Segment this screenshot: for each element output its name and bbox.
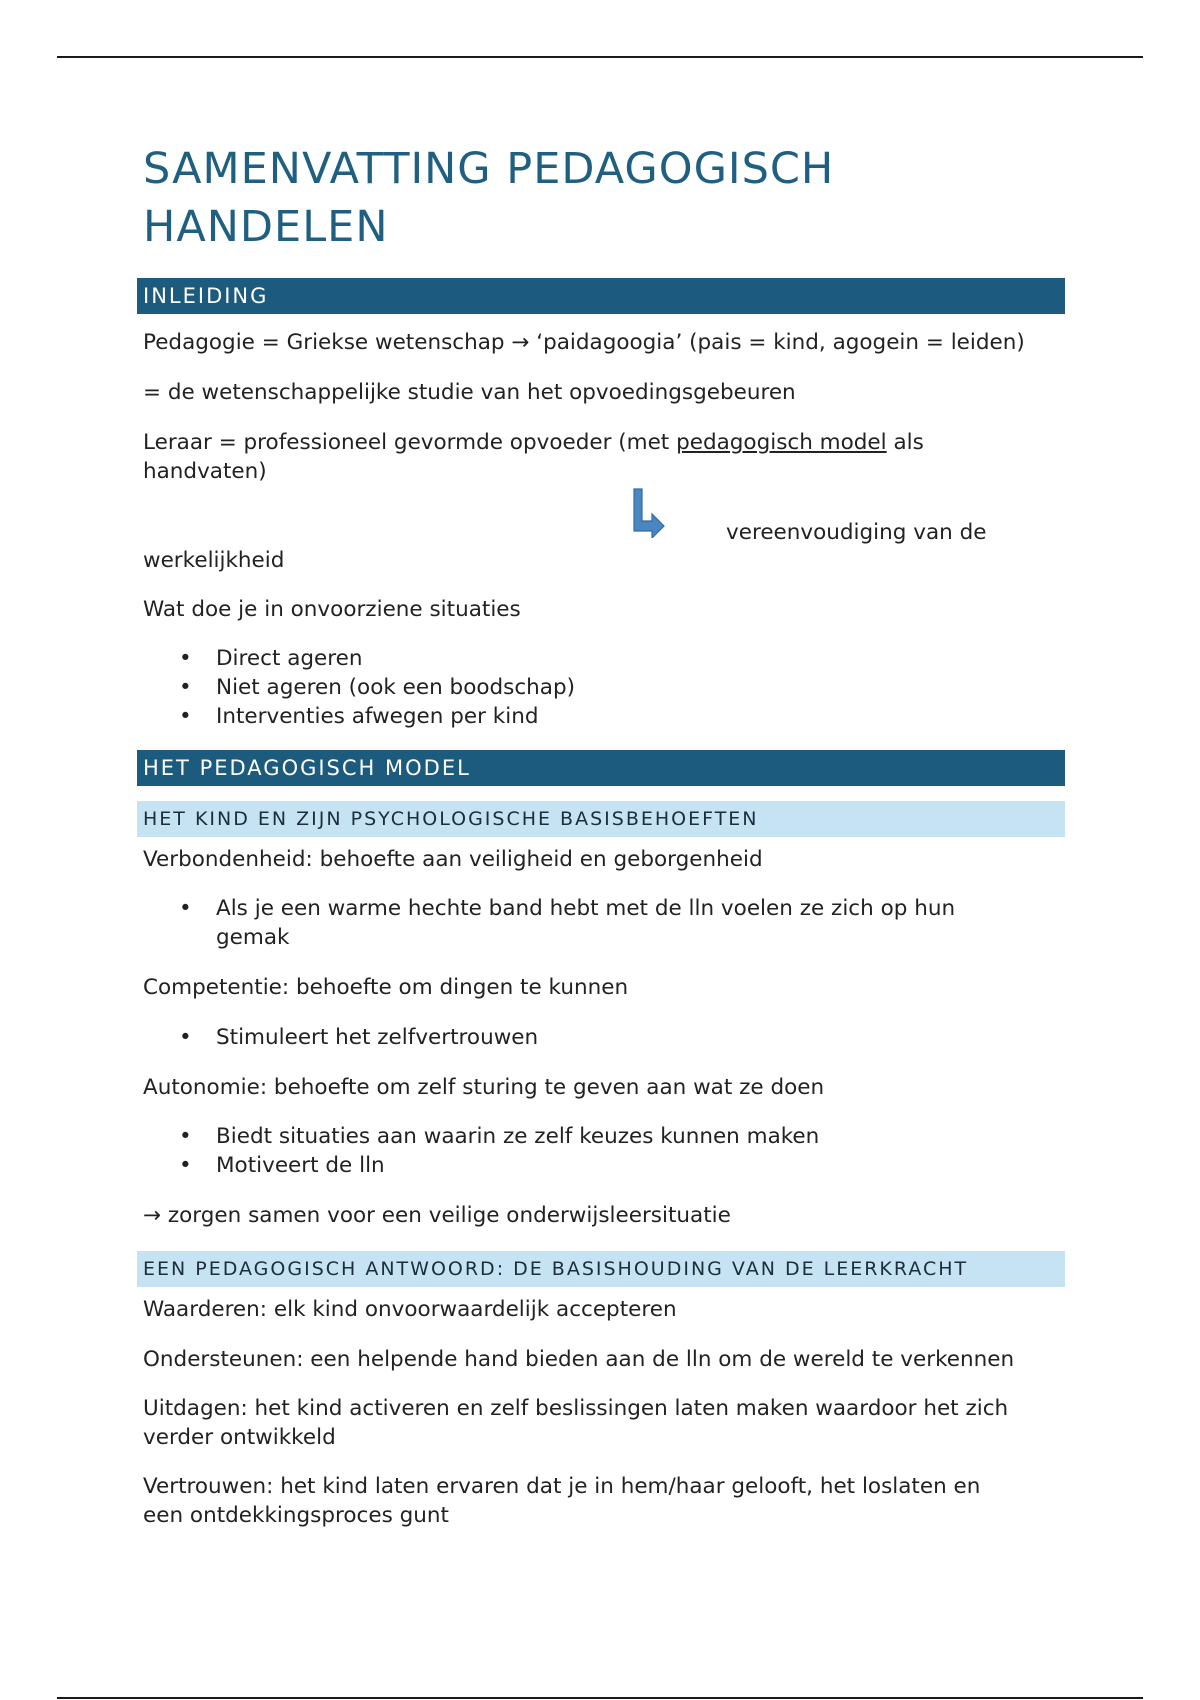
bullet-list-verbondenheid bbox=[143, 894, 1063, 952]
bullet-icon: • bbox=[179, 704, 192, 729]
bullet-icon: • bbox=[179, 1124, 192, 1149]
bullet-icon: • bbox=[179, 646, 192, 671]
bullet-icon: • bbox=[179, 896, 192, 921]
para-vertrouwen: Vertrouwen: het kind laten ervaren dat je in hem/haar gelooft, het loslaten en een ontdekkingsproces gunt bbox=[143, 1474, 981, 1528]
list-item: • Stimuleert het zelfvertrouwen bbox=[179, 1025, 539, 1050]
para-ondersteunen: Ondersteunen: een helpende hand bieden aan de lln om de wereld te verkennen bbox=[143, 1347, 1015, 1372]
heading-inleiding: INLEIDING bbox=[137, 278, 1065, 314]
bullet-list-autonomie bbox=[143, 1122, 1063, 1180]
bullet-list-competentie bbox=[143, 1023, 1063, 1052]
bullet-icon: • bbox=[179, 675, 192, 700]
para-autonomie: Autonomie: behoefte om zelf sturing te geven aan wat ze doen bbox=[143, 1075, 825, 1100]
list-item: • Als je een warme hechte band hebt met de lln voelen ze zich op hun gemak bbox=[179, 896, 956, 950]
annotation-continuation: werkelijkheid bbox=[143, 548, 285, 573]
para-waarderen: Waarderen: elk kind onvoorwaardelijk accepteren bbox=[143, 1297, 677, 1322]
document-body bbox=[143, 140, 1063, 1530]
para-pedagogie: Pedagogie = Griekse wetenschap → ‘paidagoogia’ (pais = kind, agogein = leiden) bbox=[143, 330, 1025, 355]
arrow-down-right-icon bbox=[628, 486, 668, 538]
para-verbondenheid: Verbondenheid: behoefte aan veiligheid en geborgenheid bbox=[143, 847, 763, 872]
document-title bbox=[143, 140, 1063, 256]
bullet-icon: • bbox=[179, 1153, 192, 1178]
heading-basishouding: EEN PEDAGOGISCH ANTWOORD: DE BASISHOUDING VAN DE LEERKRACHT bbox=[137, 1251, 1065, 1287]
underlined-term: pedagogisch model bbox=[676, 430, 887, 455]
arrow-right-icon: → bbox=[143, 1203, 162, 1228]
list-item: • Motiveert de lln bbox=[179, 1153, 385, 1178]
list-item: • Direct ageren bbox=[179, 646, 363, 671]
model-annotation bbox=[143, 486, 1063, 545]
para-uitdagen: Uitdagen: het kind activeren en zelf beslissingen laten maken waardoor het zich verder ontwikkeld bbox=[143, 1396, 1009, 1450]
para-competentie: Competentie: behoefte om dingen te kunnen bbox=[143, 975, 629, 1000]
para-leraar: Leraar = professioneel gevormde opvoeder (met pedagogisch model als handvaten) bbox=[143, 430, 924, 484]
heading-pedagogisch-model: HET PEDAGOGISCH MODEL bbox=[137, 750, 1065, 786]
para-definition: = de wetenschappelijke studie van het opvoedingsgebeuren bbox=[143, 380, 796, 405]
list-item: • Biedt situaties aan waarin ze zelf keuzes kunnen maken bbox=[179, 1124, 820, 1149]
list-item: • Niet ageren (ook een boodschap) bbox=[179, 675, 576, 700]
bullet-list-situations bbox=[143, 644, 1063, 731]
bullet-icon: • bbox=[179, 1025, 192, 1050]
heading-basisbehoeften: HET KIND EN ZIJN PSYCHOLOGISCHE BASISBEHOEFTEN bbox=[137, 801, 1065, 837]
list-item: • Interventies afwegen per kind bbox=[179, 704, 539, 729]
footer-rule bbox=[57, 1697, 1143, 1699]
arrow-right-icon: → bbox=[511, 330, 530, 355]
para-question: Wat doe je in onvoorziene situaties bbox=[143, 597, 521, 622]
para-conclusion: → zorgen samen voor een veilige onderwijsleersituatie bbox=[143, 1203, 731, 1228]
header-rule bbox=[57, 56, 1143, 58]
title-line-2: HANDELEN bbox=[143, 202, 389, 252]
annotation-text: vereenvoudiging van de bbox=[726, 520, 987, 545]
title-line-1: SAMENVATTING PEDAGOGISCH bbox=[143, 144, 835, 194]
